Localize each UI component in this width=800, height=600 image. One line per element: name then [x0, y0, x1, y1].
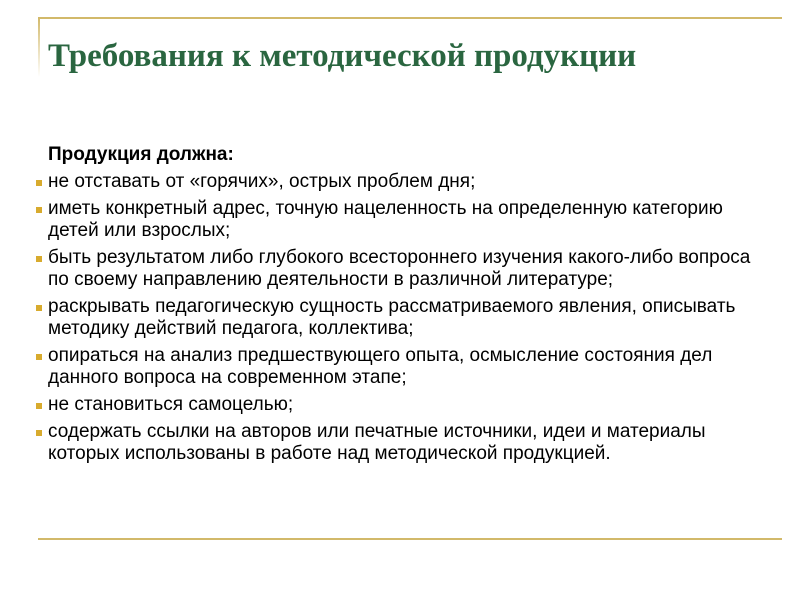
list-item [34, 345, 764, 389]
list-item-text: не отставать от «горячих», острых проблем дня; [48, 171, 476, 192]
list-item [34, 247, 764, 291]
lead-text: Продукция должна: [48, 144, 234, 165]
square-bullet-icon [36, 256, 42, 262]
square-bullet-icon [36, 180, 42, 186]
list-item-text: раскрывать педагогическую сущность рассматриваемого явления, описывать методику действий педагога, коллектива; [48, 296, 736, 339]
bottom-divider [38, 538, 782, 540]
list-item [34, 171, 764, 193]
list-item-text: опираться на анализ предшествующего опыта, осмысление состояния дел данного вопроса на современном этапе; [48, 345, 713, 388]
slide-title: Требования к методической продукции [48, 38, 637, 74]
list-item-text: быть результатом либо глубокого всестороннего изучения какого-либо вопроса по своему направлению деятельности в различной литературе; [48, 247, 751, 290]
requirements-list [34, 171, 764, 465]
square-bullet-icon [36, 354, 42, 360]
slide-body [34, 144, 764, 470]
top-left-accent [38, 17, 40, 77]
square-bullet-icon [36, 403, 42, 409]
list-item [34, 421, 764, 465]
list-item-text: иметь конкретный адрес, точную нацеленность на определенную категорию детей или взрослых; [48, 198, 723, 241]
square-bullet-icon [36, 430, 42, 436]
square-bullet-icon [36, 207, 42, 213]
top-divider [38, 17, 782, 19]
list-item [34, 394, 764, 416]
list-item-text: не становиться самоцелью; [48, 394, 294, 415]
list-item [34, 296, 764, 340]
list-item-text: содержать ссылки на авторов или печатные источники, идеи и материалы которых использованы в работе над методической продукцией. [48, 421, 706, 464]
square-bullet-icon [36, 305, 42, 311]
list-item [34, 198, 764, 242]
